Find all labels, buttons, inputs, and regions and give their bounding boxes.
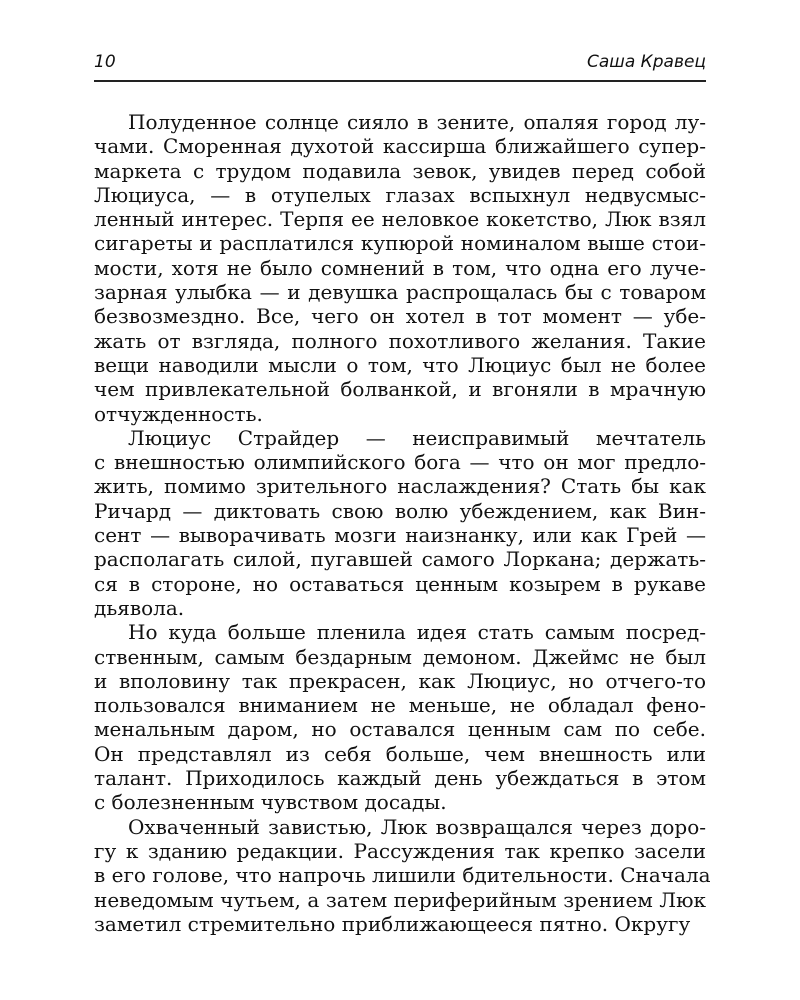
paragraph	[94, 110, 706, 426]
text-line: жать от взгляда, полного похотливого желания. Такие	[94, 328, 706, 353]
text-line: отчужденность.	[94, 401, 263, 426]
text-line: жить, помимо зрительного наслаждения? Стать бы как	[94, 474, 706, 499]
text-line: и вполовину так прекрасен, как Люциус, но отчего-то	[94, 668, 706, 693]
paragraph	[94, 620, 706, 814]
paragraph	[94, 814, 711, 936]
text-line: сент — выворачивать мозги наизнанку, или как Грей —	[94, 523, 706, 548]
text-line: мости, хотя не было сомнений в том, что одна его луче-	[94, 255, 706, 280]
body-text	[94, 110, 711, 936]
text-line: Охваченный завистью, Люк возвращался через доро-	[128, 814, 706, 839]
text-line: ственным, самым бездарным демоном. Джеймс не был	[94, 644, 706, 669]
text-line: пользовался вниманием не меньше, не обладал фено-	[94, 693, 706, 718]
text-line: Ричард — диктовать свою волю убеждением, как Вин-	[94, 498, 706, 523]
paragraph	[94, 426, 706, 620]
text-line: Люциуса, — в отупелых глазах вспыхнул недвусмыс-	[94, 182, 706, 207]
running-title: Саша Кравец	[587, 52, 706, 72]
text-line: Он представлял из себя больше, чем внешность или	[94, 741, 706, 766]
text-line: располагать силой, пугавшей самого Лоркана; держать-	[94, 547, 706, 572]
text-line: Люциус Страйдер — неисправимый мечтатель	[128, 425, 706, 450]
text-line: с болезненным чувством досады.	[94, 790, 447, 815]
text-line: ленный интерес. Терпя ее неловкое кокетство, Люк взял	[94, 207, 706, 232]
text-line: неведомым чутьем, а затем периферийным зрением Люк	[94, 887, 706, 912]
text-line: зарная улыбка — и девушка распрощалась бы с товаром	[94, 280, 706, 305]
text-line: дьявола.	[94, 595, 185, 620]
text-line: Полуденное солнце сияло в зените, опаляя город лу-	[128, 110, 706, 134]
page-header	[94, 52, 706, 78]
text-line: безвозмездно. Все, чего он хотел в тот момент — убе-	[94, 304, 706, 329]
text-line: заметил стремительно приближающееся пятно. Округу	[94, 911, 691, 936]
text-line: менальным даром, но оставался ценным сам по себе.	[94, 717, 706, 742]
page-number: 10	[94, 52, 116, 72]
text-line: Но куда больше пленила идея стать самым посред-	[128, 620, 706, 645]
text-line: гу к зданию редакции. Рассуждения так крепко засели	[94, 838, 706, 863]
text-line: в его голове, что напрочь лишили бдительности. Сначала	[94, 863, 711, 888]
text-line: вещи наводили мысли о том, что Люциус был не более	[94, 352, 706, 377]
text-line: чами. Сморенная духотой кассирша ближайшего супер-	[94, 134, 706, 159]
text-line: талант. Приходилось каждый день убеждаться в этом	[94, 766, 706, 791]
text-line: маркета с трудом подавила зевок, увидев перед собой	[94, 158, 706, 183]
text-line: ся в стороне, но оставаться ценным козырем в рукаве	[94, 571, 706, 596]
text-line: с внешностью олимпийского бога — что он мог предло-	[94, 450, 706, 475]
header-rule	[94, 80, 706, 82]
text-line: чем привлекательной болванкой, и вгоняли в мрачную	[94, 377, 706, 402]
text-line: сигареты и расплатился купюрой номиналом выше стои-	[94, 231, 706, 256]
